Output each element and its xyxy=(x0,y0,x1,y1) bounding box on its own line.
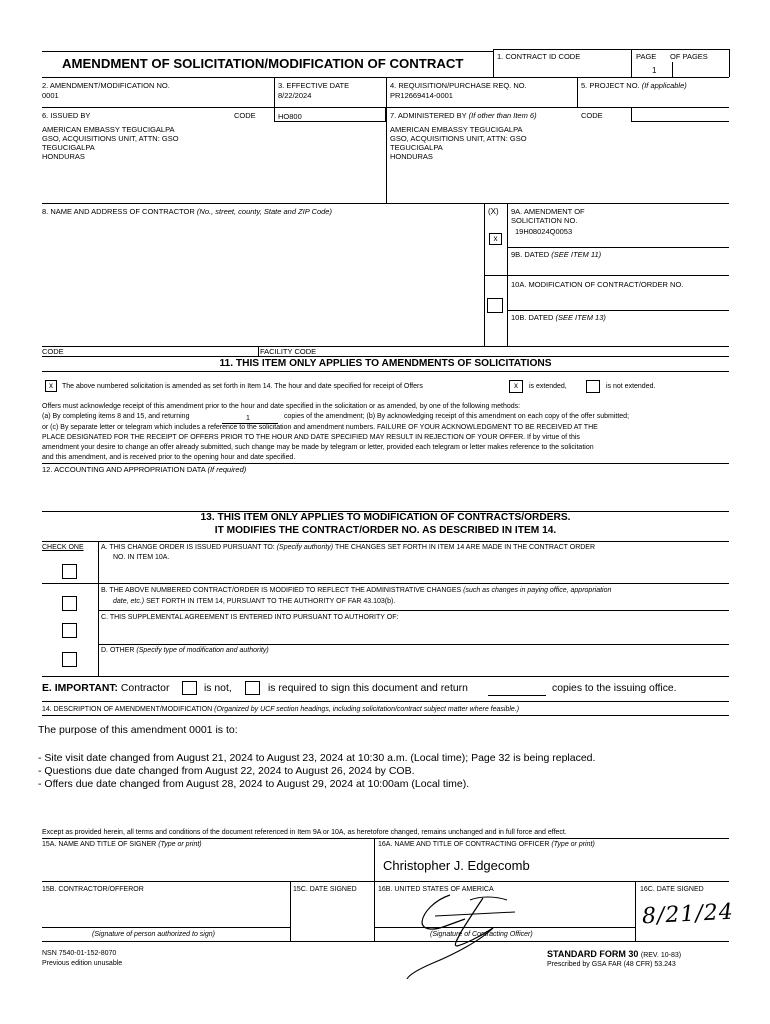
amendment-purpose: The purpose of this amendment 0001 is to: xyxy=(38,724,238,736)
is-not-label: is not, xyxy=(204,683,232,694)
item13-heading-1: 13. THIS ITEM ONLY APPLIES TO MODIFICATION OF CONTRACTS/ORDERS. xyxy=(200,512,571,523)
administered-by-label xyxy=(390,111,537,120)
is-required-checkbox[interactable] xyxy=(245,681,260,695)
signer-name-text: 15A. NAME AND TITLE OF SIGNER xyxy=(42,841,157,848)
option-a-line1 xyxy=(101,544,595,552)
extended-label: is extended, xyxy=(529,383,567,390)
prescribed-by: Prescribed by GSA FAR (48 CFR) 53.243 xyxy=(547,961,676,968)
effective-date-label: 3. EFFECTIVE DATE xyxy=(278,81,350,90)
item11-line6: amendment your desire to change an offer already submitted, such change may be made by telegram or letter, provided each telegram or letter makes reference to the solicitation xyxy=(42,444,594,451)
item11-line7: and this amendment, and is received prior to the opening hour and date specified. xyxy=(42,454,296,461)
important-contractor: Contractor xyxy=(120,683,170,694)
administered-by-text: 7. ADMINISTERED BY xyxy=(390,111,467,120)
officer-name-text: 16A. NAME AND TITLE OF CONTRACTING OFFICER xyxy=(378,841,550,848)
item11-line4: or (c) By separate letter or telegram which includes a reference to the solicitation and amendment numbers. FAILURE OF YOUR ACKNOWLEDGMENT TO BE RECEIVED AT THE xyxy=(42,424,598,431)
contractor-label xyxy=(42,207,332,216)
amendment-sol-value: 19H08024Q0053 xyxy=(515,227,573,236)
officer-date-signed-value: 8/21/24 xyxy=(641,899,735,930)
signature-officer-label: (Signature of Contracting Officer) xyxy=(430,931,533,938)
change-line: - Site visit date changed from August 21, 2024 to August 23, 2024 at 10:30 a.m. (Local time); Page 32 is being replaced. xyxy=(38,752,596,764)
check-b-checkbox[interactable] xyxy=(62,596,77,611)
copies-value: 1 xyxy=(246,415,250,422)
revision-label: (REV. 10-83) xyxy=(640,952,682,959)
option-b-text1: B. THE ABOVE NUMBERED CONTRACT/ORDER IS MODIFIED TO REFLECT THE ADMINISTRATIVE CHANGES xyxy=(101,587,462,594)
contractor-text: 8. NAME AND ADDRESS OF CONTRACTOR xyxy=(42,207,195,216)
of-pages-label: OF PAGES xyxy=(670,52,708,61)
issued-line: AMERICAN EMBASSY TEGUCIGALPA xyxy=(42,125,175,134)
description-text: 14. DESCRIPTION OF AMENDMENT/MODIFICATION xyxy=(42,706,213,713)
signer-name-italic: (Type or print) xyxy=(158,841,202,848)
requisition-label: 4. REQUISITION/PURCHASE REQ. NO. xyxy=(390,81,527,90)
signer-name-label xyxy=(42,841,202,849)
except-text: Except as provided herein, all terms and conditions of the document referenced in Item 9A or 10A, as heretofore changed, remains unchanged and in full force and effect. xyxy=(42,829,567,836)
issued-address xyxy=(42,125,179,161)
is-not-checkbox[interactable] xyxy=(182,681,197,695)
accounting-data-italic: (If required) xyxy=(207,465,247,474)
option-d-italic: (Specify type of modification and authority) xyxy=(136,647,269,654)
not-extended-checkbox[interactable] xyxy=(586,380,600,393)
usa-label: 16B. UNITED STATES OF AMERICA xyxy=(378,886,494,893)
option-a-italic: (Specify authority) xyxy=(276,544,334,551)
option-b-line1 xyxy=(101,587,611,595)
description-label xyxy=(42,706,519,714)
contract-id-label: 1. CONTRACT ID CODE xyxy=(497,52,581,61)
item11-line1: The above numbered solicitation is amended as set forth in Item 14. The hour and date specified for receipt of Offers xyxy=(62,383,423,390)
solicitation-amended-checkbox[interactable]: x xyxy=(45,380,57,392)
officer-name: Christopher J. Edgecomb xyxy=(383,858,530,873)
amendment-changes xyxy=(38,752,595,791)
officer-name-label xyxy=(378,841,595,849)
admin-code-box[interactable] xyxy=(631,108,729,122)
accounting-data-label xyxy=(42,465,246,474)
check-one-label: CHECK ONE xyxy=(42,544,84,551)
x-column-header: (X) xyxy=(488,207,499,216)
contractor-code-label: CODE xyxy=(42,347,64,356)
admin-line: HONDURAS xyxy=(390,152,433,161)
page-label: PAGE xyxy=(636,52,657,61)
is-required-label: is required to sign this document and return xyxy=(268,683,468,694)
check-c-checkbox[interactable] xyxy=(62,623,77,638)
dated-9b-label xyxy=(511,250,601,259)
facility-code-label: FACILITY CODE xyxy=(260,347,317,356)
item11-heading: 11. THIS ITEM ONLY APPLIES TO AMENDMENTS OF SOLICITATIONS xyxy=(219,358,552,369)
option-b-italic1: (such as changes in paying office, appropriation xyxy=(463,587,612,594)
amendment-no-label: 2. AMENDMENT/MODIFICATION NO. xyxy=(42,81,170,90)
issued-line: HONDURAS xyxy=(42,152,85,161)
contractor-offeror-label: 15B. CONTRACTOR/OFFEROR xyxy=(42,886,144,893)
check-d-checkbox[interactable] xyxy=(62,652,77,667)
issued-by-label: 6. ISSUED BY xyxy=(42,111,91,120)
option-d-label: D. OTHER xyxy=(101,647,135,654)
modification-10a-label: 10A. MODIFICATION OF CONTRACT/ORDER NO. xyxy=(511,280,684,289)
issued-code-value: HO800 xyxy=(278,112,302,121)
amendment-checkbox-9a[interactable]: x xyxy=(489,233,502,245)
admin-line: AMERICAN EMBASSY TEGUCIGALPA xyxy=(390,125,523,134)
item11-line3a: (a) By completing items 8 and 15, and returning xyxy=(42,413,190,420)
effective-date-value: 8/22/2024 xyxy=(278,91,312,100)
change-line: - Questions due date changed from August 22, 2024 to August 26, 2024 by COB. xyxy=(38,765,415,777)
amendment-sol-label: 9A. AMENDMENT OF SOLICITATION NO. xyxy=(511,207,585,225)
amendment-no-value: 0001 xyxy=(42,91,59,100)
accounting-data-text: 12. ACCOUNTING AND APPROPRIATION DATA xyxy=(42,465,206,474)
not-extended-label: is not extended. xyxy=(606,383,656,390)
signature-person-label: (Signature of person authorized to sign) xyxy=(92,931,215,938)
option-d-text xyxy=(101,647,269,655)
issued-line: GSO, ACQUISITIONS UNIT, ATTN: GSO xyxy=(42,134,179,143)
requisition-value: PR12669414-0001 xyxy=(390,91,453,100)
page-value: 1 xyxy=(652,66,657,75)
officer-date-signed-label: 16C. DATE SIGNED xyxy=(640,886,704,893)
admin-line: GSO, ACQUISITIONS UNIT, ATTN: GSO xyxy=(390,134,527,143)
option-b-text2: SET FORTH IN ITEM 14, PURSUANT TO THE AUTHORITY OF FAR 43.103(b). xyxy=(146,598,396,605)
contractor-italic: (No., street, county, State and ZIP Code) xyxy=(196,207,332,216)
option-b-italic2: date, etc.) xyxy=(113,598,145,605)
option-c-text: C. THIS SUPPLEMENTAL AGREEMENT IS ENTERED INTO PURSUANT TO AUTHORITY OF: xyxy=(101,614,399,621)
modification-checkbox-10a[interactable] xyxy=(487,298,503,313)
admin-code-label: CODE xyxy=(581,111,603,120)
description-italic: (Organized by UCF section headings, including solicitation/contract subject matter where feasible.) xyxy=(214,706,520,713)
issued-code-label: CODE xyxy=(234,111,256,120)
change-line: - Offers due date changed from August 28, 2024 to August 29, 2024 at 10:00am (Local time). xyxy=(38,778,470,790)
option-b-line2 xyxy=(113,598,395,606)
dated-10b-label xyxy=(511,313,606,322)
dated-10b-italic: (SEE ITEM 13) xyxy=(555,313,606,322)
option-a-line2: NO. IN ITEM 10A. xyxy=(113,554,170,561)
item11-line3b: copies of the amendment; (b) By acknowledging receipt of this amendment on each copy of the offer submitted; xyxy=(284,413,630,420)
project-no-label xyxy=(581,81,687,90)
important-row xyxy=(42,683,169,695)
administered-by-italic: (If other than Item 6) xyxy=(468,111,537,120)
issued-line: TEGUCIGALPA xyxy=(42,143,95,152)
project-no-text: 5. PROJECT NO. xyxy=(581,81,640,90)
admin-address xyxy=(390,125,527,161)
contractor-date-signed-label: 15C. DATE SIGNED xyxy=(293,886,357,893)
dated-9b-text: 9B. DATED xyxy=(511,250,550,259)
project-no-italic: (If applicable) xyxy=(641,81,687,90)
dated-10b-text: 10B. DATED xyxy=(511,313,554,322)
copies-issuing-label: copies to the issuing office. xyxy=(552,683,677,694)
item11-line2: Offers must acknowledge receipt of this amendment prior to the hour and date specified in the solicitation or as amended, by one of the following methods: xyxy=(42,403,521,410)
standard-form-label: STANDARD FORM 30 xyxy=(547,949,639,959)
nsn-number: NSN 7540-01-152-8070 xyxy=(42,950,117,957)
important-label: E. IMPORTANT: xyxy=(42,683,119,694)
item11-line5: PLACE DESIGNATED FOR THE RECEIPT OF OFFERS PRIOR TO THE HOUR AND DATE SPECIFIED MAY RESULT IN REJECTION OF YOUR OFFER. If by virtue of this xyxy=(42,434,580,441)
standard-form-title xyxy=(547,949,681,961)
option-a-text1: A. THIS CHANGE ORDER IS ISSUED PURSUANT TO: xyxy=(101,544,275,551)
officer-name-italic: (Type or print) xyxy=(551,841,595,848)
check-a-checkbox[interactable] xyxy=(62,564,77,579)
admin-line: TEGUCIGALPA xyxy=(390,143,443,152)
option-a-text2: THE CHANGES SET FORTH IN ITEM 14 ARE MADE IN THE CONTRACT ORDER xyxy=(334,544,596,551)
item13-heading-2: IT MODIFIES THE CONTRACT/ORDER NO. AS DESCRIBED IN ITEM 14. xyxy=(214,525,557,536)
extended-checkbox[interactable]: x xyxy=(509,380,523,393)
previous-edition: Previous edition unusable xyxy=(42,960,123,967)
form-title: AMENDMENT OF SOLICITATION/MODIFICATION OF CONTRACT xyxy=(62,56,464,71)
dated-9b-italic: (SEE ITEM 11) xyxy=(551,250,602,259)
